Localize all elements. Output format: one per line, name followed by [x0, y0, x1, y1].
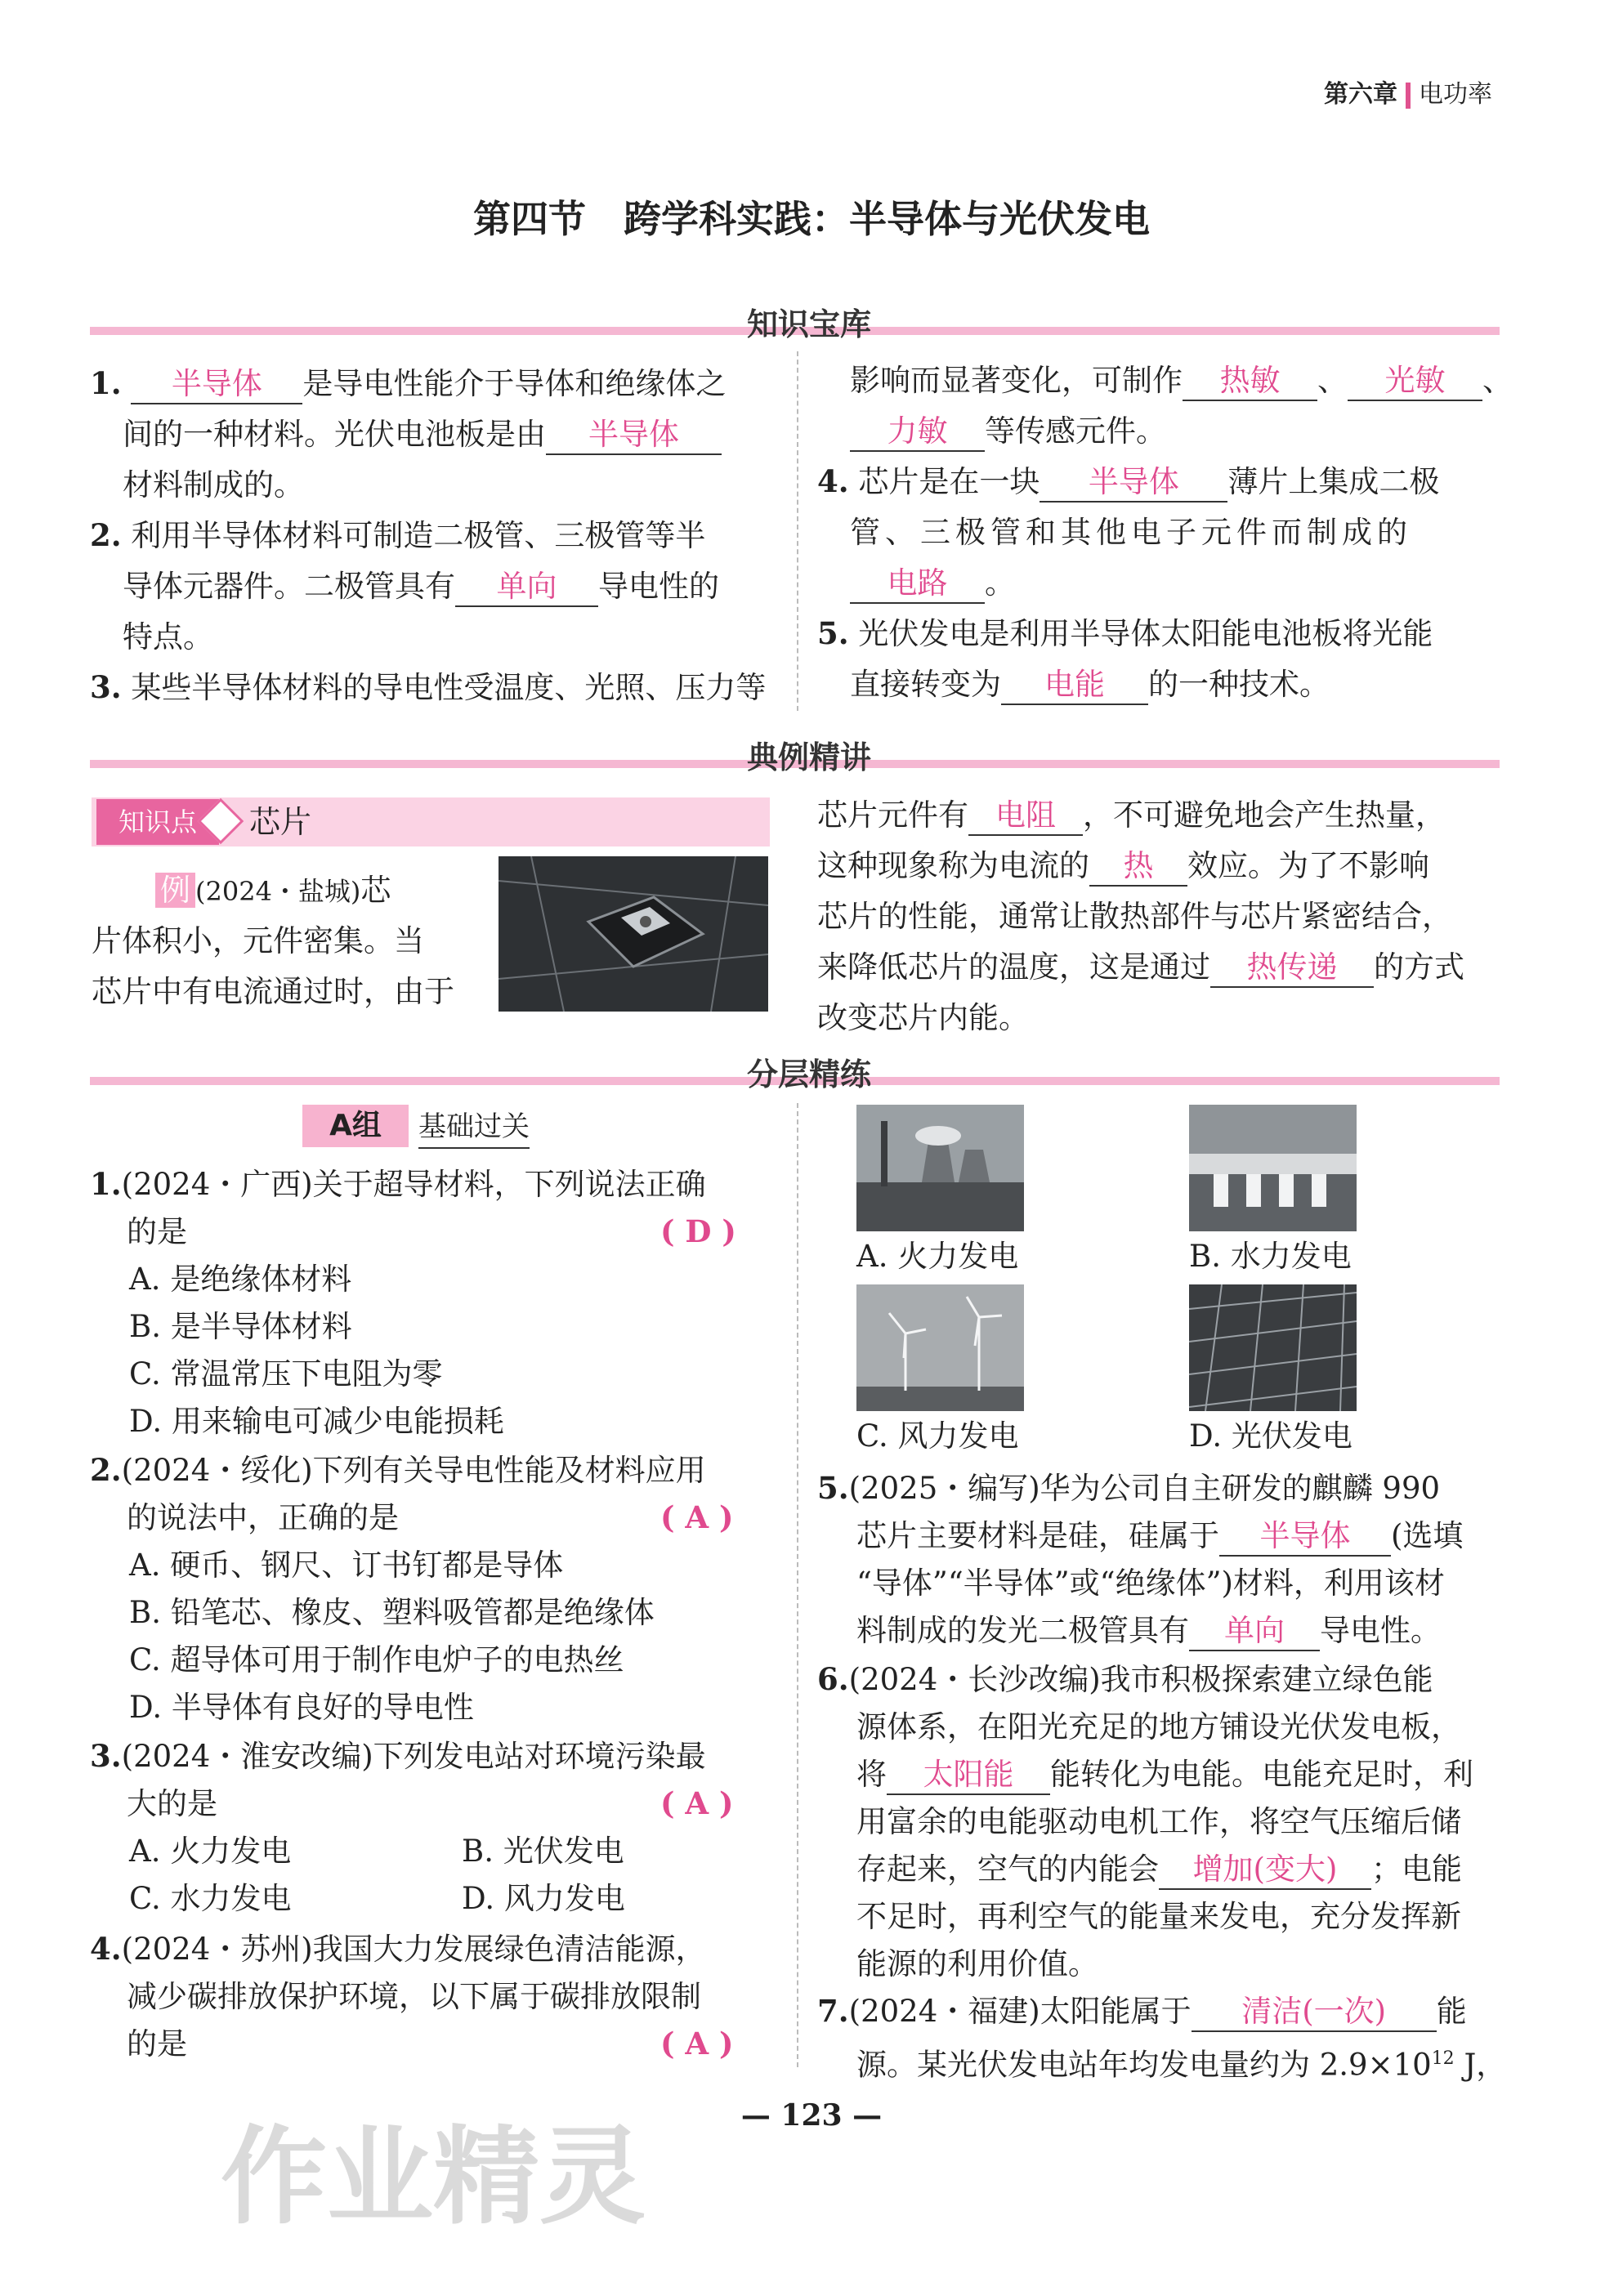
answer-blank: 单向 [455, 568, 598, 607]
practice-q1-option-a: A. 是绝缘体材料 [129, 1262, 352, 1297]
practice-q1-line2: 的是 [127, 1214, 187, 1249]
knowledge-q3-line2: 影响而显著变化，可制作 热敏 、 光敏 、 [850, 356, 1513, 404]
example-line3: 芯片中有电流通过时，由于 [92, 974, 454, 1009]
knowledge-q1-line2: 间的一种材料。光伏电池板是由 半导体 [123, 410, 722, 458]
practice-q4-answer: ( A ) [660, 2026, 734, 2061]
practice-q1-option-b: B. 是半导体材料 [129, 1309, 352, 1344]
answer-blank: 电能 [1001, 666, 1148, 705]
chapter-number: 第六章 [1324, 80, 1397, 109]
practice-q2-answer: ( A ) [660, 1499, 734, 1535]
hydro-power-image [1189, 1105, 1357, 1231]
practice-banner-title: 分层精练 [746, 1056, 871, 1092]
answer-blank: 太阳能 [887, 1756, 1050, 1795]
answer-blank: 热敏 [1183, 362, 1317, 401]
knowledge-q3: 3. 某些半导体材料的导电性受温度、光照、压力等 [90, 669, 767, 705]
page-title: 第四节 跨学科实践：半导体与光伏发电 [473, 197, 1150, 241]
solar-power-label: D. 光伏发电 [1189, 1418, 1352, 1454]
knowledge-q1-line3: 材料制成的。 [123, 467, 304, 503]
practice-q6-line7: 能源的利用价值。 [856, 1946, 1098, 1981]
example-label: 例 [155, 873, 195, 908]
practice-q1: 1.(2024・广西)关于超导材料，下列说法正确 [90, 1166, 706, 1202]
answer-blank: 力敏 [850, 413, 985, 452]
practice-q7-line2: 源。某光伏发电站年均发电量约为 $2.9\times 10^{12}$ J， [856, 2047, 1507, 2083]
practice-q2-option-a: A. 硬币、钢尺、订书钉都是导体 [129, 1548, 564, 1583]
knowledge-banner-title: 知识宝库 [746, 306, 871, 342]
watermark: 作业精灵 [221, 2115, 646, 2239]
practice-q3-option-a: A. 火力发电 [129, 1834, 292, 1869]
practice-q6-line5: 存起来，空气的内能会 增加(变大) ；电能 [856, 1845, 1462, 1893]
answer-blank: 热传递 [1210, 949, 1374, 988]
practice-q2-option-b: B. 铅笔芯、橡皮、塑料吸管都是绝缘体 [129, 1595, 655, 1630]
answer-blank: 电路 [850, 565, 985, 604]
practice-q1-option-c: C. 常温常压下电阻为零 [129, 1356, 443, 1391]
practice-q5-line4: 料制成的发光二极管具有 单向 导电性。 [856, 1606, 1441, 1655]
practice-q3-option-c: C. 水力发电 [129, 1881, 292, 1916]
knowledge-q2-line2: 导体元器件。二极管具有 单向 导电性的 [123, 562, 719, 610]
practice-q4-line2: 减少碳排放保护环境，以下属于碳排放限制 [127, 1979, 701, 2014]
practice-q5-line2: 芯片主要材料是硅，硅属于 半导体 (选填 [856, 1512, 1463, 1560]
group-label: A组 [302, 1105, 409, 1147]
practice-q2: 2.(2024・绥化)下列有关导电性能及材料应用 [90, 1452, 706, 1488]
practice-q2-option-c: C. 超导体可用于制作电炉子的电热丝 [129, 1642, 624, 1677]
knowledge-q4: 4. 芯片是在一块 半导体 薄片上集成二极 [817, 458, 1439, 506]
practice-q6-line6: 不足时，再利空气的能量来发电，充分发挥新 [856, 1899, 1461, 1934]
practice-q5: 5.(2025・编写)华为公司自主研发的麒麟 990 [817, 1470, 1441, 1506]
answer-blank: 清洁(一次) [1192, 1993, 1437, 2032]
practice-q6-line2: 源体系，在阳光充足的地方铺设光伏发电板， [856, 1709, 1461, 1744]
page-number: — 123 — [740, 2098, 883, 2133]
knowledge-point-tag: 知识点 [96, 799, 219, 845]
chapter-divider [1406, 83, 1411, 109]
practice-q5-line3: “导体”“半导体”或“绝缘体”)材料，利用该材 [856, 1566, 1445, 1601]
chapter-name: 电功率 [1419, 80, 1492, 109]
practice-q6: 6.(2024・长沙改编)我市积极探索建立绿色能 [817, 1661, 1433, 1697]
practice-q6-line4: 用富余的电能驱动电机工作，将空气压缩后储 [856, 1804, 1461, 1839]
practice-q3-option-b: B. 光伏发电 [462, 1834, 624, 1869]
example-right-line4: 来降低芯片的温度，这是通过 热传递 的方式 [817, 943, 1464, 991]
answer-blank: 半导体 [131, 365, 302, 404]
practice-q1-answer: ( D ) [660, 1213, 736, 1249]
practice-q2-option-d: D. 半导体有良好的导电性 [129, 1690, 474, 1725]
example-banner-title: 典例精讲 [746, 739, 871, 775]
knowledge-q4-line2: 管、三极管和其他电子元件而制成的 [850, 515, 1412, 550]
answer-blank: 半导体 [1219, 1517, 1391, 1557]
answer-blank: 单向 [1189, 1612, 1320, 1651]
wind-power-image [856, 1284, 1024, 1411]
group-title: 基础过关 [418, 1106, 530, 1149]
hydro-power-label: B. 水力发电 [1189, 1239, 1352, 1274]
knowledge-point-topic: 芯片 [249, 804, 312, 840]
thermal-power-image [856, 1105, 1024, 1231]
practice-q3-line2: 大的是 [127, 1786, 217, 1821]
practice-q3: 3.(2024・淮安改编)下列发电站对环境污染最 [90, 1738, 706, 1774]
practice-q4-line3: 的是 [127, 2026, 187, 2061]
solar-power-image [1189, 1284, 1357, 1411]
column-divider [797, 351, 798, 711]
example-right-line3: 芯片的性能，通常让散热部件与芯片紧密结合， [817, 899, 1452, 934]
knowledge-q4-line3: 电路 。 [850, 559, 1015, 607]
practice-q7: 7.(2024・福建)太阳能属于 清洁(一次) 能 [817, 1987, 1467, 2035]
answer-blank: 电阻 [968, 797, 1083, 836]
knowledge-q3-line3: 力敏 等传感元件。 [850, 407, 1166, 455]
example-right-line1: 芯片元件有 电阻 ，不可避免地会产生热量， [817, 791, 1446, 839]
answer-blank: 半导体 [546, 416, 722, 455]
practice-q3-option-d: D. 风力发电 [462, 1881, 625, 1916]
column-divider [797, 1103, 798, 2067]
example-right-line5: 改变芯片内能。 [817, 1000, 1029, 1035]
practice-q3-answer: ( A ) [660, 1785, 734, 1821]
practice-q6-line3: 将 太阳能 能转化为电能。电能充足时，利 [856, 1750, 1473, 1798]
knowledge-q2: 2. 利用半导体材料可制造二极管、三极管等半 [90, 517, 706, 553]
chapter-header [1324, 74, 1492, 109]
answer-blank: 光敏 [1348, 362, 1482, 401]
practice-q4: 4.(2024・苏州)我国大力发展绿色清洁能源， [90, 1931, 706, 1967]
practice-q2-line2: 的说法中，正确的是 [127, 1500, 399, 1535]
thermal-power-label: A. 火力发电 [856, 1239, 1019, 1274]
answer-blank: 热 [1089, 847, 1187, 887]
knowledge-q5-line2: 直接转变为 电能 的一种技术。 [850, 660, 1330, 708]
answer-blank: 增加(变大) [1159, 1851, 1371, 1890]
practice-q1-option-d: D. 用来输电可减少电能损耗 [129, 1404, 504, 1439]
knowledge-q2-line3: 特点。 [123, 619, 213, 654]
chip-image [499, 856, 768, 1012]
knowledge-q5: 5. 光伏发电是利用半导体太阳能电池板将光能 [817, 615, 1433, 651]
example-line1: 例 (2024・盐城)芯 [155, 866, 391, 916]
wind-power-label: C. 风力发电 [856, 1418, 1019, 1454]
knowledge-q1: 1. 半导体 是导电性能介于导体和绝缘体之 [90, 360, 726, 408]
example-right-line2: 这种现象称为电流的 热 效应。为了不影响 [817, 842, 1429, 890]
answer-blank: 半导体 [1040, 463, 1227, 503]
example-line2: 片体积小，元件密集。当 [92, 923, 424, 958]
